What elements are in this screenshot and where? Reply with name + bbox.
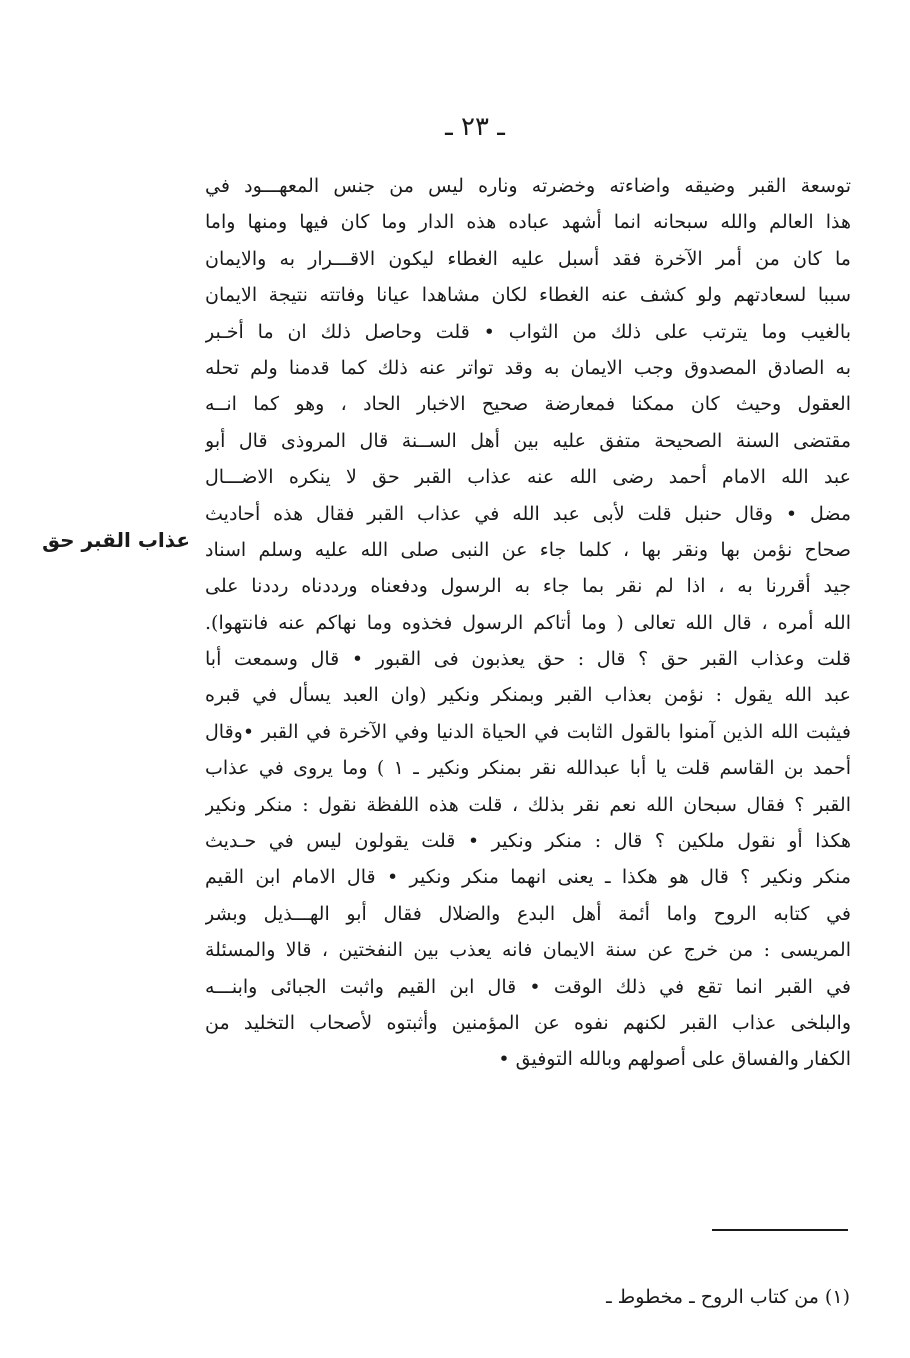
text-line: توسعة القبر وضيقه واضاءته وخضرته وناره ليس من جنس المعهـــود في: [205, 175, 851, 197]
text-line: الكفار والفساق على أصولهم وبالله التوفيق •: [498, 1048, 851, 1071]
text-line: صحاح نؤمن بها ونقر بها ، كلما جاء عن النبى صلى الله عليه وسلم اسناد: [205, 538, 851, 561]
text-line: في القبر انما تقع في ذلك الوقت • قال ابن القيم واثبت الجبائى وابنـــه: [205, 975, 851, 998]
text-line: مقتضى السنة الصحيحة متفق عليه بين أهل الســنة قال المروذى قال أبو: [205, 429, 851, 452]
text-line: هذا العالم والله سبحانه انما أشهد عباده هذه الدار وما كان فيها ومنها واما: [205, 211, 851, 234]
footnote: (١) من كتاب الروح ـ مخطوط ـ: [606, 1286, 850, 1308]
text-line: جيد أقررنا به ، اذا لم نقر بما جاء به الرسول ودفعناه ورددناه رددنا على: [205, 575, 851, 598]
text-line: الله أمره ، قال الله تعالى ( وما أتاكم الرسول فخذوه وما نهاكم عنه فانتهوا).: [205, 611, 851, 634]
margin-note: عذاب القبر حق: [42, 528, 190, 552]
text-line: هكذا أو نقول ملكين ؟ قال : منكر ونكير • قلت يقولون ليس في حـديث: [205, 830, 851, 853]
page-number: ـ ٢٣ ـ: [445, 112, 505, 142]
text-line: سببا لسعادتهم ولو كشف عنه الغطاء لكان مشاهدا عيانا وفاتته نتيجة الايمان: [205, 284, 851, 307]
text-line: منكر ونكير ؟ قال هو هكذا ـ يعنى انهما منكر ونكير • قال الامام ابن القيم: [205, 866, 851, 889]
text-line: المريسى : من خرج عن سنة الايمان فانه يعذب بين النفختين ، قالا والمسئلة: [205, 939, 851, 962]
text-line: في كتابه الروح واما أئمة أهل البدع والضلال فقال أبو الهـــذيل وبشر: [205, 902, 851, 925]
text-line: القبر ؟ فقال سبحان الله نعم نقر بذلك ، قلت هذه اللفظة نقول : منكر ونكير: [205, 793, 851, 816]
footnote-divider: [712, 1229, 848, 1231]
text-line: به الصادق المصدوق وجب الايمان به وقد تواتر عنه ذلك كما قدمنا ولم تحله: [205, 356, 851, 379]
text-line: عبد الله يقول : نؤمن بعذاب القبر وبمنكر ونكير (وان العبد يسأل في قبره: [205, 684, 851, 707]
text-line: عبد الله الامام أحمد رضى الله عنه عذاب القبر حق لا ينكره الاضـــال: [205, 466, 851, 489]
text-line: بالغيب وما يترتب على ذلك من الثواب • قلت وحاصل ذلك ان ما أخـبر: [205, 320, 851, 343]
text-line: والبلخى عذاب القبر لكنهم نفوه عن المؤمنين وأثبتوه لأصحاب التخليد من: [205, 1011, 851, 1034]
text-line: العقول وحيث كان ممكنا فمعارضة صحيح الاخبار الحاد ، وهو كما انــه: [205, 393, 851, 416]
text-line: أحمد بن القاسم قلت يا أبا عبدالله نقر بمنكر ونكير ـ ١ ) وما يروى في عذاب: [205, 757, 851, 780]
text-line: ما كان من أمر الآخرة فقد أسبل عليه الغطاء ليكون الاقـــرار به والايمان: [205, 247, 851, 270]
text-line: فيثبت الله الذين آمنوا بالقول الثابت في الحياة الدنيا وفي الآخرة في القبر •وقال: [205, 720, 851, 743]
body-text: [205, 168, 851, 1078]
text-line: مضل • وقال حنبل قلت لأبى عبد الله في عذاب القبر فقال هذه أحاديث: [205, 502, 851, 525]
text-line: قلت وعذاب القبر حق ؟ قال : حق يعذبون فى القبور • قال وسمعت أبا: [205, 648, 851, 671]
